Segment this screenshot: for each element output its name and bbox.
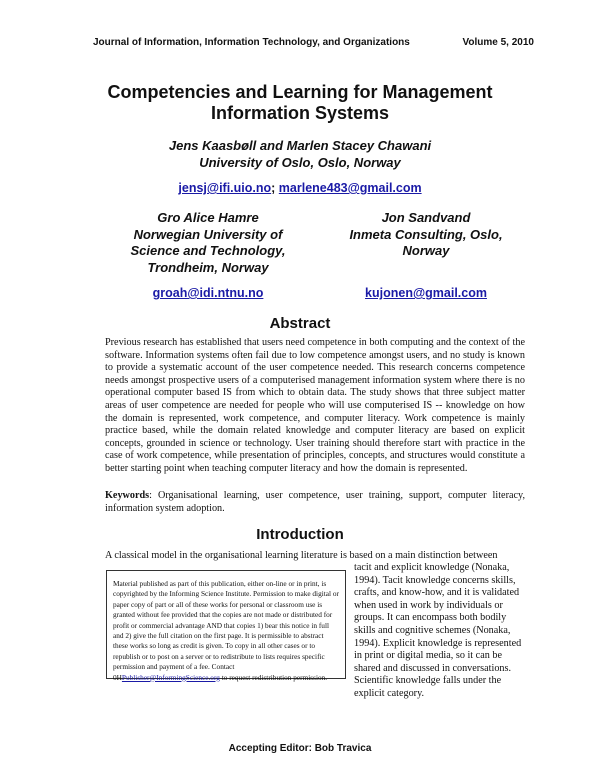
email-link-jensj[interactable]: jensj@ifi.uio.no [178,181,272,195]
journal-name: Journal of Information, Information Technology, and Organizations [93,37,410,48]
author-block-hamre [108,210,308,276]
paper-title [0,82,600,124]
author-block-sandvand [340,210,512,260]
author-affiliation: University of Oslo, Oslo, Norway [199,155,401,170]
email-link-groah[interactable]: groah@idi.ntnu.no [152,286,264,300]
abstract-heading: Abstract [269,315,331,332]
affiliation-line: Science and Technology, [130,243,286,258]
email-sandvand [340,286,512,300]
email-link-kujonen[interactable]: kujonen@gmail.com [365,286,487,300]
primary-emails [0,181,600,195]
introduction-right-column: tacit and explicit knowledge (Nonaka, 1994). Tacit knowledge concerns skills, crafts, and know-how, and it is validated when used in work by individuals or groups. It can encompass both bodily skills and cognitive schemes (Nonaka, 1994). Explicit knowledge is represented in print or digital media, so it can be shared and discussed in conversations. Scientific knowledge falls under the explicit category. [354,562,522,699]
notice-text: Material published as part of this publication, either on-line or in print, is copyrighted by the Informing Science Institute. Permission to make digital or paper copy of part or all of these works for personal or classroom use is granted without fee provided that the copies are not made or distributed for profit or commercial advantage AND that copies 1) bear this notice in full and 2) give the full citation on the first page. It is permissible to abstract these works so long as credit is given. To copy in all other cases or to republish or to post on a server or to redistribute to lists requires specific permission and payment of a fee. Contact 0H [113,579,339,682]
affiliation-line: Norway [402,243,450,258]
keywords-text: : Organisational learning, user competence, user training, support, computer literacy, information system adoption. [105,490,525,514]
email-link-marlene[interactable]: marlene483@gmail.com [278,181,422,195]
title-line-1: Competencies and Learning for Management [107,82,493,102]
introduction-first-line: A classical model in the organisational learning literature is based on a main distinction between [105,550,498,561]
publisher-email-link[interactable]: Publisher@InformingScience.org [121,672,220,682]
introduction-heading: Introduction [256,526,344,543]
copyright-notice-box [106,570,346,682]
keywords-label: Keywords [105,490,150,501]
keywords [105,490,525,515]
notice-text-end: to request redistribution permission. [219,672,328,682]
email-separator: ; [271,181,276,195]
accepting-editor: Accepting Editor: Bob Travica [228,743,372,754]
email-hamre [108,286,308,300]
author-name-hamre: Gro Alice Hamre [157,210,259,225]
affiliation-line: Trondheim, Norway [147,259,269,275]
author-names: Jens Kaasbøll and Marlen Stacey Chawani [168,138,432,153]
abstract-text: Previous research has established that users need competence in both computing and the context of the software. Information systems often fail due to low competence amongst users, and no study is known to provide a systematic account of the user competence needed. This research concerns competence needs amongst prospective users of a computerised management information system where there is no operational computer based IS from which to obtain data. The study shows that three subject matter areas of user competence are needed for people who will use computerised IS -- knowledge on how the domain is represented, work competence, and computer literacy. Work competence is mainly practice based, while the domain related knowledge and computer literacy are based on explicit concepts, grounded in science or technology. User training should therefore start with practice in the case of work competence, while presentation of principles, concepts, and structures would constitute a better starting point when teaching computer literacy and how the domain is represented. [105,337,525,474]
author-name-sandvand: Jon Sandvand [381,210,471,225]
title-line-2: Information Systems [210,103,390,123]
volume-label: Volume 5, 2010 [462,37,534,48]
affiliation-line: Inmeta Consulting, Oslo, [349,226,503,242]
primary-authors [0,137,600,171]
affiliation-line: Norwegian University of [133,226,283,242]
